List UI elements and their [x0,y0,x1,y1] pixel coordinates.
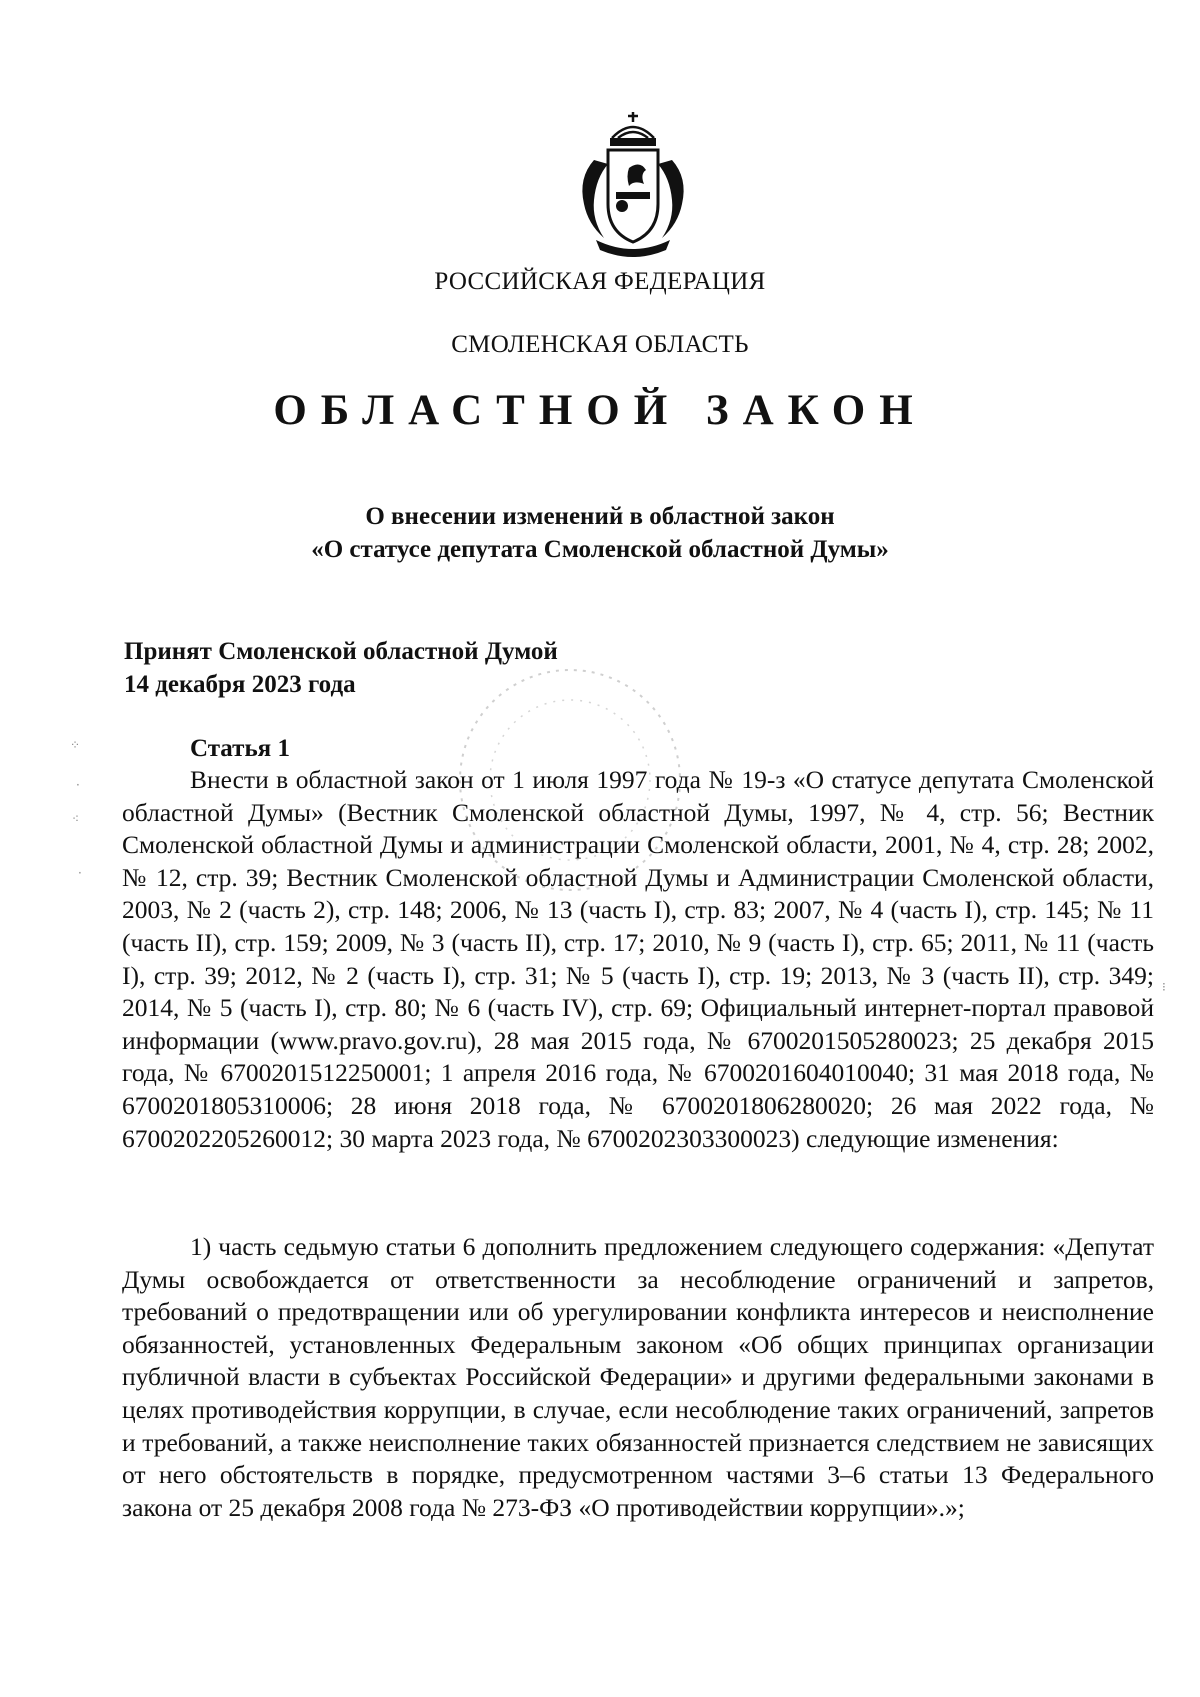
article-paragraph-2: 1) часть седьмую статьи 6 дополнить предложением следующего содержания: «Депутат Думы освобождается от ответственности за несоблюдение ограничений и запретов, требований о предотвращении или об урегулировании конфликта интересов и неисполнение обязанностей, установленных Федеральным законом «Об общих принципах организации публичной власти в субъектах Российской Федерации» и другими федеральными законами в целях противодействия коррупции, в случае, если несоблюдение таких ограничений, запретов и требований, а также неисполнение таких обязанностей признается следствием не зависящих от него обстоятельств в порядке, предусмотренном частями 3–6 статьи 13 Федерального закона от 25 декабря 2008 года № 273-ФЗ «О противодействии коррупции».»; [122,1232,1154,1522]
scan-speck: ⁖ [72,812,80,826]
adoption-body: Принят Смоленской областной Думой [124,638,558,665]
scan-speck: ⁝ [1162,980,1166,994]
law-title-line-1: О внесении изменений в областной закон [365,503,835,530]
document-type: ОБЛАСТНОЙ ЗАКОН [273,387,927,434]
article-paragraph-1: Внести в областной закон от 1 июля 1997 года № 19-з «О статусе депутата Смоленской областной Думы» (Вестник Смоленской областной Думы, 1997, № 4, стр. 56; Вестник Смоленской областной Думы и администрации Смоленской области, 2001, № 4, стр. 28; 2002, № 12, стр. 39; Вестник Смоленской областной Думы и Администрации Смоленской области, 2003, № 2 (часть 2), стр. 148; 2006, № 13 (часть I), стр. 83; 2007, № 4 (часть I), стр. 145; № 11 (часть II), стр. 159; 2009, № 3 (часть II), стр. 17; 2010, № 9 (часть I), стр. 65; 2011, № 11 (часть I), стр. 39; 2012, № 2 (часть I), стр. 31; № 5 (часть I), стр. 19; 2013, № 3 (часть II), стр. 349; 2014, № 5 (часть I), стр. 80; № 6 (часть IV), стр. 69; Официальный интернет-портал правовой информации (www.pravo.gov.ru), 28 мая 2015 года, № 6700201505280023; 25 декабря 2015 года, № 6700201512250001; 1 апреля 2016 года, № 6700201604010040; 31 мая 2018 года, № 6700201805310006; 28 июня 2018 года, № 6700201806280020; 26 мая 2022 года, № 6700202205260012; 30 марта 2023 года, № 6700202303300023) следующие изменения: [122,765,1154,1153]
scan-speck: · [78,866,82,880]
country-name: РОССИЙСКАЯ ФЕДЕРАЦИЯ [434,268,766,295]
scan-speck: · [76,778,80,792]
article-heading: Статья 1 [190,735,290,762]
scan-speck: ⁘ [70,738,81,752]
smolensk-coat-of-arms-icon [574,108,692,258]
region-name: СМОЛЕНСКАЯ ОБЛАСТЬ [451,331,749,358]
adoption-date: 14 декабря 2023 года [124,671,356,698]
law-title-line-2: «О статусе депутата Смоленской областной Думы» [311,536,889,563]
